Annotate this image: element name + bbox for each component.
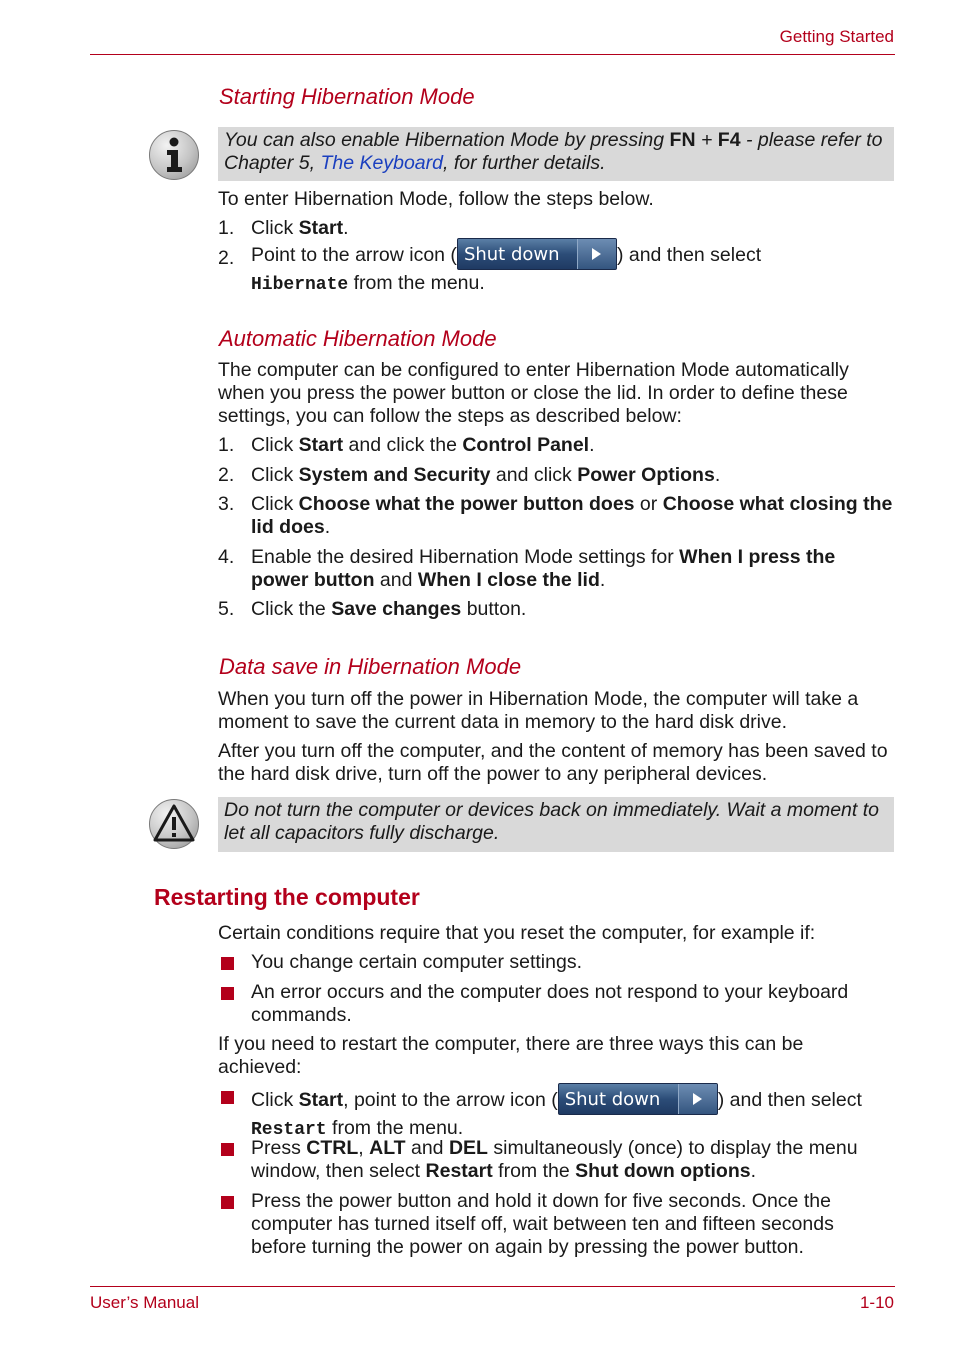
data-save-paragraph-1: When you turn off the power in Hibernation Mode, the computer will take a moment to save the current data in memory to the hard disk drive. <box>218 688 859 733</box>
shut-down-button: Shut down <box>457 238 617 270</box>
auto-step-4: Enable the desired Hibernation Mode settings for When I press the power button and When I close the lid. <box>251 546 836 591</box>
restart-way-2: Press CTRL, ALT and DEL simultaneously (once) to display the menu window, then select Restart from the Shut down options. <box>251 1137 858 1182</box>
auto-step-3: Click Choose what the power button does or Choose what closing the lid does. <box>251 493 893 538</box>
step-number: 3. <box>218 493 235 515</box>
warning-icon <box>149 799 199 849</box>
bullet-square <box>221 987 234 1000</box>
bullet-square <box>221 957 234 970</box>
step-number: 4. <box>218 546 235 568</box>
triangle-right-icon <box>678 1084 717 1114</box>
auto-step-1: Click Start and click the Control Panel. <box>251 434 595 456</box>
subheading-starting-hibernation: Starting Hibernation Mode <box>219 84 475 109</box>
restart-way-3: Press the power button and hold it down for five seconds. Once the computer has turned itself off, wait between ten and fifteen seconds before turning the power on again by pressing the power button. <box>251 1190 834 1258</box>
bullet-square <box>221 1196 234 1209</box>
hibernation-step-2: Point to the arrow icon ( Shut down ) and then select Hibernate from the menu. <box>251 240 901 297</box>
auto-step-5: Click the Save changes button. <box>251 598 527 620</box>
shut-down-button: Shut down <box>558 1083 718 1115</box>
condition-item: An error occurs and the computer does not respond to your keyboard commands. <box>251 981 849 1026</box>
hibernation-intro: To enter Hibernation Mode, follow the steps below. <box>218 188 654 210</box>
step-number: 1. <box>218 434 235 456</box>
data-save-paragraph-2: After you turn off the computer, and the content of memory has been saved to the hard disk drive, turn off the power to any peripheral devices. <box>218 740 888 785</box>
info-icon <box>149 130 199 180</box>
step-number: 2. <box>218 247 235 269</box>
step-number: 2. <box>218 464 235 486</box>
subheading-data-save: Data save in Hibernation Mode <box>219 654 522 679</box>
heading-restarting: Restarting the computer <box>154 884 420 910</box>
bullet-square <box>221 1091 234 1104</box>
hibernation-step-1: Click Start. <box>251 217 349 239</box>
footer-manual-title: User’s Manual <box>90 1293 199 1312</box>
info-note: You can also enable Hibernation Mode by pressing FN + F4 - please refer to Chapter 5, The Keyboard, for further details. <box>218 127 894 181</box>
header-rule <box>90 54 895 55</box>
step-number: 1. <box>218 217 235 239</box>
page-number: 1-10 <box>859 1293 894 1312</box>
automatic-hibernation-paragraph: The computer can be configured to enter Hibernation Mode automatically when you press the power button or close the lid. In order to define these settings, you can follow the steps as described below: <box>218 359 849 427</box>
subheading-automatic-hibernation: Automatic Hibernation Mode <box>219 326 497 351</box>
condition-item: You change certain computer settings. <box>251 951 582 973</box>
restart-way-1: Click Start, point to the arrow icon ( Shut down ) and then select Restart from the menu. <box>251 1085 901 1142</box>
keyboard-chapter-link[interactable]: The Keyboard <box>320 152 443 174</box>
restart-ways-paragraph: If you need to restart the computer, there are three ways this can be achieved: <box>218 1033 804 1078</box>
auto-step-2: Click System and Security and click Power Options. <box>251 464 721 486</box>
step-number: 5. <box>218 598 235 620</box>
running-header: Getting Started <box>779 27 894 46</box>
restart-intro: Certain conditions require that you reset the computer, for example if: <box>218 922 816 944</box>
footer-rule <box>90 1286 895 1287</box>
triangle-right-icon <box>577 239 616 269</box>
bullet-square <box>221 1143 234 1156</box>
caution-note: Do not turn the computer or devices back on immediately. Wait a moment to let all capacitors fully discharge. <box>218 797 894 852</box>
